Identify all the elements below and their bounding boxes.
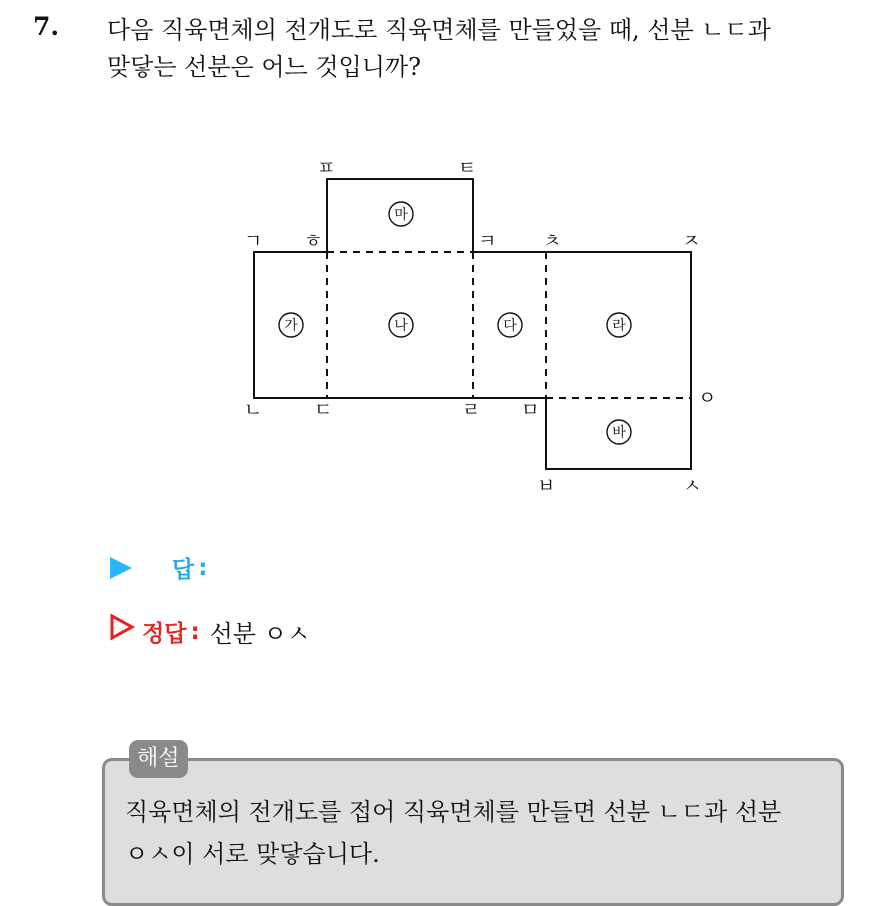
solution-box	[102, 758, 844, 906]
face-label-ba: 바	[612, 425, 626, 441]
point-label-h: ㅎ	[304, 230, 323, 252]
point-label-r: ㄹ	[462, 399, 481, 421]
face-label-ra: 라	[612, 318, 626, 334]
point-label-s: ㅅ	[683, 475, 702, 497]
point-label-t: ㅌ	[458, 157, 477, 179]
answer-colon: :	[198, 554, 208, 581]
answer-label: 답	[172, 557, 195, 583]
face-label-na: 나	[394, 318, 408, 334]
correct-answer-colon: :	[190, 618, 200, 645]
point-label-ch: ㅊ	[543, 230, 562, 252]
point-label-o: ㅇ	[698, 387, 717, 409]
question-number: 7.	[33, 12, 60, 41]
point-label-g: ㄱ	[244, 230, 263, 252]
point-label-d: ㄷ	[314, 399, 333, 421]
point-label-m: ㅁ	[521, 399, 540, 421]
triangle-spacer	[110, 621, 134, 643]
correct-answer-value: 선분 ㅇㅅ	[209, 620, 311, 648]
face-label-ma: 마	[394, 207, 408, 223]
question-line-2: 맞닿는 선분은 어느 것입니까?	[107, 53, 421, 81]
question-line-1: 다음 직육면체의 전개도로 직육면체를 만들었을 때, 선분 ㄴㄷ과	[107, 16, 771, 44]
solution-tab: 해설	[129, 740, 188, 778]
point-label-j: ㅈ	[682, 230, 701, 252]
point-label-n: ㄴ	[244, 399, 263, 421]
solution-line-2: ㅇㅅ이 서로 맞닿습니다.	[125, 840, 380, 868]
solution-line-1: 직육면체의 전개도를 접어 직육면체를 만들면 선분 ㄴㄷ과 선분	[125, 798, 782, 826]
solution-text	[125, 791, 845, 875]
point-label-p: ㅍ	[317, 157, 336, 179]
face-label-da: 다	[503, 318, 517, 334]
correct-answer-label: 정답	[142, 621, 187, 647]
correct-answer-row	[110, 614, 310, 649]
point-label-k: ㅋ	[478, 230, 497, 252]
answer-row	[110, 551, 207, 584]
filled-triangle-icon	[110, 557, 132, 579]
face-label-ga: 가	[284, 318, 298, 334]
point-label-b: ㅂ	[537, 475, 556, 497]
